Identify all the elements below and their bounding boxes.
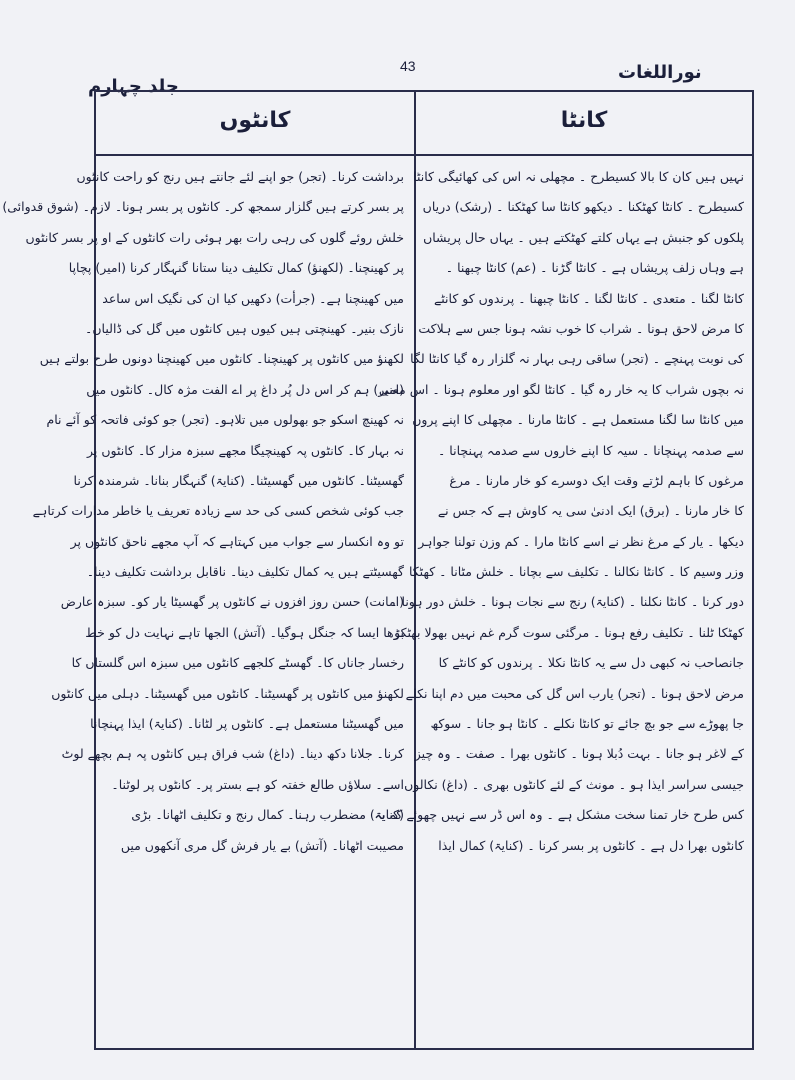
right-column-line: جانصاحب نہ کبھی دل سے یہ کانٹا نکلا ۔ پرندوں کو کانٹے کا [438, 655, 744, 671]
left-column-line: اسے۔ سلاؤں طالع خفتہ کو ہے بستر پر۔ کانٹوں پر لوٹنا۔ [111, 776, 404, 792]
right-column-line: کی نوبت پہنچے ۔ (تجر) ساقی رہی بہار نہ گلزار رہ گیا کانٹا لگا [410, 351, 744, 367]
right-column-line: کے لاغر ہو جانا ۔ بہت دُبلا ہونا ۔ کانٹوں بھرا ۔ صفت ۔ وہ چیز [414, 746, 744, 762]
right-column-line: ہے وہاں زلف پریشاں ہے ۔ کانٹا گڑنا ۔ (عم) کانٹا چبھنا ۔ [445, 260, 744, 276]
volume-label: جلد چہارم [88, 76, 179, 97]
right-column-line: کھٹکا ٹلنا ۔ تکلیف رفع ہونا ۔ مرگئی سوت گرم غم نہیں بھولا بھٹکو [394, 624, 744, 640]
header-rule [96, 154, 752, 156]
right-column-headword: کانٹا [560, 108, 608, 133]
right-column-line: دور کرنا ۔ کانٹا نکلنا ۔ (کنایۃ) رنج سے نجات ہونا ۔ خلش دور ہونا ۔ [390, 594, 744, 610]
left-column-line: پر بسر کرتے ہیں گلزار سمجھ کر۔ کانٹوں پر بسر ہونا۔ لازم۔ (شوق قدوائی) [2, 199, 404, 215]
left-column-line: کرنا۔ جلانا دکھ دینا۔ (داغ) شب فراق ہیں کانٹوں پہ ہم بچھے لوٹ [61, 746, 404, 762]
right-column-line: سے صدمہ پہنچانا ۔ سیہ کا اپنے خاروں سے صدمہ پہنچانا ۔ [438, 442, 744, 458]
page-frame [2, 90, 754, 1050]
right-column-line: کسیطرح ۔ کانٹا کھٹکنا ۔ دیکھو کانٹا سا کھٹکنا ۔ (رشک) دریاں [422, 199, 744, 215]
right-column-line: کانٹوں بھرا دل ہے ۔ کانٹوں پر بسر کرنا ۔ (کنایۃ) کمال ایذا [438, 837, 744, 853]
left-column-line: جب کوئی شخص کسی کی حد سے زیادہ تعریف یا خاطر مدارات کرتاہے [32, 503, 404, 519]
left-column-line: خلش روئے گلوں کی رہی رات بھر ہوئی رات کانٹوں کے او پر بسر کانٹوں [25, 229, 404, 245]
left-column-line: میں گھسیٹنا مستعمل ہے۔ کانٹوں پر لٹانا۔ (کنایۃ) ایذا پہنچانا [90, 716, 404, 732]
left-column-line: پر کھینچنا۔ (لکھنؤ) کمال تکلیف دینا ستانا گنہگار کرنا (امیر) پچاپا [68, 260, 404, 276]
left-column-line: رخسار جاناں کا۔ گھسٹے کلجھے کانٹوں میں سبزہ اس گلستاں کا [71, 655, 404, 671]
left-column-line: تو وہ انکسار سے جواب میں کہتاہے کہ آپ مجھے ناحق کانٹوں پر [70, 533, 404, 549]
left-column-line: گھسیٹتے ہیں یہ کمال تکلیف دینا۔ ناقابل برداشت تکلیف دینا۔ [86, 564, 404, 580]
left-column-line: نازک بنیر۔ کھینچتی ہیں کیوں ہیں کانٹوں میں گل کی ڈالیاں۔ [85, 320, 404, 336]
right-column-line: وزر وسیم کا ۔ کانٹا نکالنا ۔ تکلیف سے بچانا ۔ خلش مٹانا ۔ کھٹکا [408, 564, 744, 580]
right-column-line: جا پھوڑے سے جو بچ جائے تو کانٹا نکلے ۔ کانٹا ہو جانا ۔ سوکھ [430, 716, 744, 732]
right-column-line: کا خار مارنا ۔ (برق) ایک ادنیٰ سی یہ کاوش ہے کہ جس نے [437, 503, 744, 519]
right-column-line: میں کانٹا سا لگنا مستعمل ہے ۔ کانٹا مارنا ۔ مچھلی کا اپنے پروں [412, 412, 744, 428]
left-column-headword: کانٹوں [219, 108, 291, 133]
right-column-line: کس طرح خار تمنا سخت مشکل ہے ۔ وہ اس ڈر سے نہیں چھوئے کہ یہ [374, 807, 744, 823]
book-title: نوراللغات [618, 62, 702, 83]
left-column-line: برداشت کرنا۔ (تجر) جو اپنے لئے جانتے ہیں رنج کو راحت کانٹوں [76, 169, 404, 184]
left-column-line: (امانت) حسن روز افزوں نے کانٹوں پر گھسیٹا یار کو۔ سبزہ عارض [60, 594, 404, 610]
right-column-line: نہ بچوں شراب کا یہ خار رہ گیا ۔ کانٹا لگو اور معلوم ہونا ۔ اس معنی [378, 381, 744, 397]
right-column-text [374, 162, 744, 1042]
left-column-line: (کنایۃ) مضطرب رہنا۔ کمال رنج و تکلیف اٹھانا۔ بڑی [131, 807, 404, 823]
left-column-line: لکھنؤ میں کانٹوں پر کھینچنا۔ کانٹوں میں کھینچنا دونوں طرح بولتے ہیں [39, 351, 404, 367]
right-column-line: کا مرض لاحق ہونا ۔ شراب کا خوب نشہ ہونا جس سے ہلاکت [418, 320, 744, 336]
left-column-line: (امیر) ہم کر اس دل پُر داغ پر اے الفت مژہ کال۔ کانٹوں میں [86, 381, 404, 397]
left-column-line: نہ بہار کا۔ کانٹوں پہ کھینچیگا مجھے سبزہ مزار کا۔ کانٹوں پر [86, 442, 404, 458]
right-column-line: کانٹا لگنا ۔ متعدی ۔ کانٹا لگنا ۔ کانٹا چبھنا ۔ پرندوں کو کانٹے [433, 290, 744, 306]
right-column-line: پلکوں کو جنبش ہے یہاں کلتے کھٹکتے ہیں ۔ یہاں حال پریشاں [423, 229, 744, 245]
right-column-line: جیسی سراسر ایذا ہو ۔ مونث کے لئے کانٹوں بھری ۔ (داغ) نکالوں [404, 776, 744, 792]
right-column-line: مرغوں کا باہم لڑتے وقت ایک دوسرے کو خار مارنا ۔ مرغ [449, 472, 744, 488]
left-column-line: لکھنؤ میں کانٹوں پر گھسیٹنا۔ کانٹوں میں گھسیٹنا۔ دہلی میں کانٹوں [51, 685, 404, 701]
left-column-line: نہ کھینچ اسکو جو بھولوں میں تلاہو۔ (تجر) جو کوئی فاتحہ کو آئے نام [46, 412, 404, 428]
left-column-line: مصیبت اٹھانا۔ (آتش) بے یار فرش گل مری آنکھوں میں [120, 837, 404, 853]
left-column-line: گھسیٹنا۔ کانٹوں میں گھسیٹنا۔ (کنایۃ) گنہگار بنانا۔ شرمندہ کرنا [73, 472, 404, 488]
right-column-line: نہیں ہیں کان کا بالا کسیطرح ۔ مچھلی نہ اس کی کھائیگی کانٹا [413, 169, 744, 184]
right-column-line: مرض لاحق ہونا ۔ (تجر) یارب اس گل کی محبت میں دم اپنا نکلے [405, 685, 744, 701]
right-column-line: دیکھا ۔ یار کے مرغ نظر نے اسے کانٹا مارا ۔ کم وزن تولنا جواہر [418, 533, 744, 549]
left-column-line: بڑھا ایسا کہ جنگل ہوگیا۔ (آتش) الجھا تاہے نہایت دل کو خط [85, 624, 404, 640]
left-column-text [2, 162, 404, 1042]
page-number: 43 [400, 58, 416, 74]
left-column-line: میں کھینچنا ہے۔ (جرأت) دکھیں کیا ان کی نگیک اس ساعد [102, 290, 404, 306]
